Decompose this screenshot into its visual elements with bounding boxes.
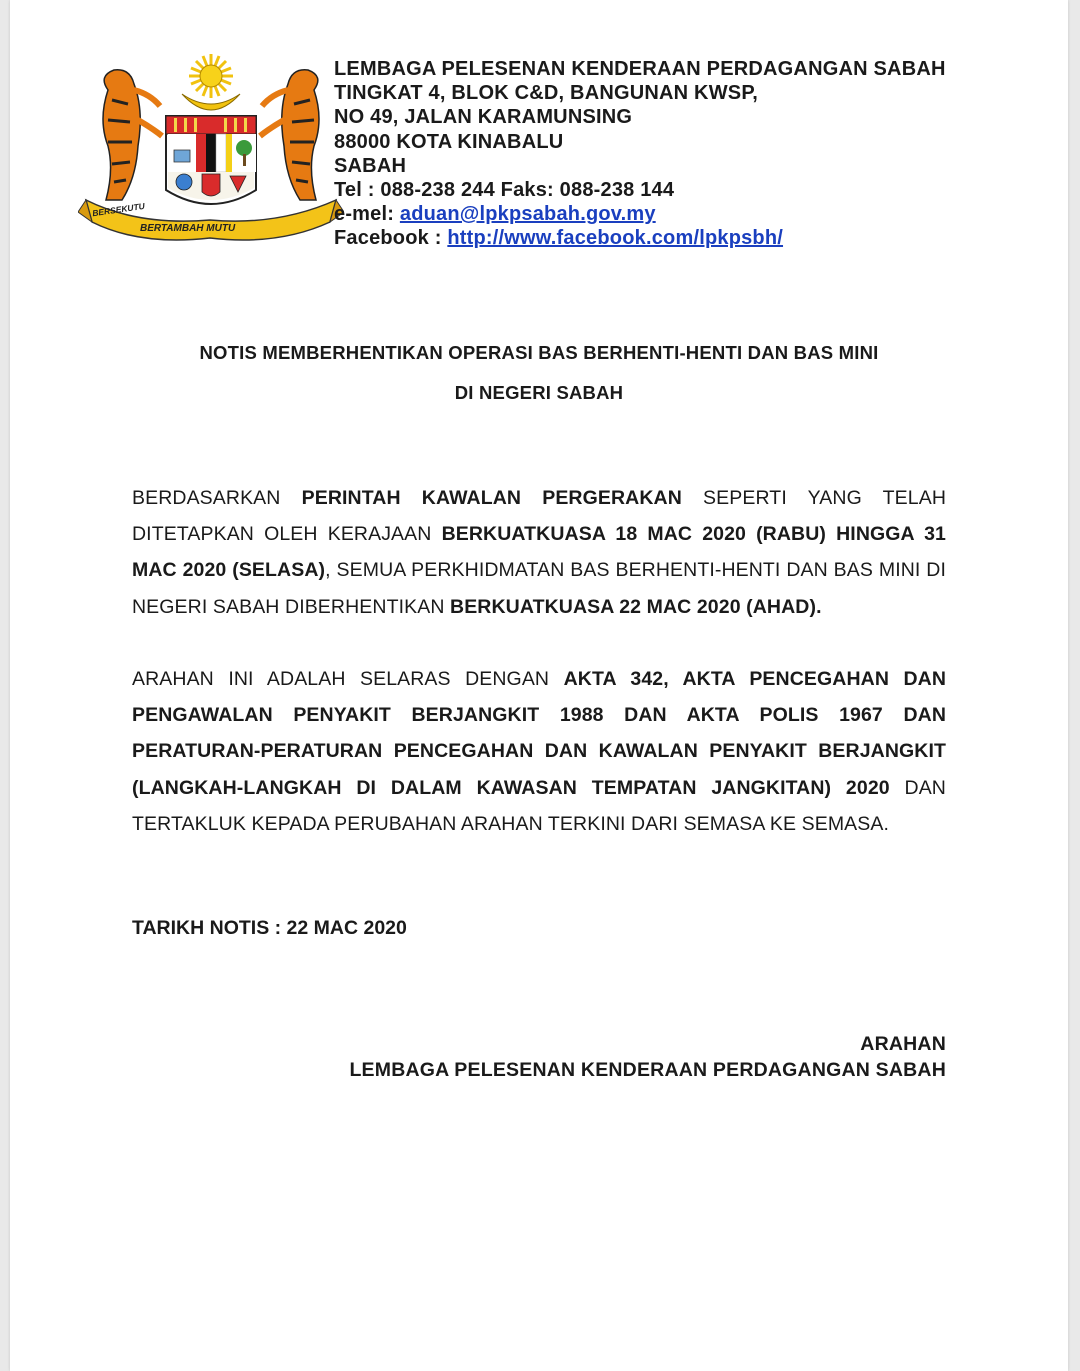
email-label: e-mel:: [334, 203, 400, 226]
address-line: NO 49, JALAN KARAMUNSING: [334, 106, 633, 129]
paragraph-1: [132, 480, 946, 625]
signature-line-2: LEMBAGA PELESENAN KENDERAAN PERDAGANGAN SABAH: [349, 1059, 946, 1081]
phone-fax: Tel : 088-238 244 Faks: 088-238 144: [334, 179, 675, 202]
paragraph-2: [132, 661, 946, 842]
svg-text:BERSEKUTU: BERSEKUTU: [91, 200, 146, 219]
signature-line-1: ARAHAN: [860, 1033, 946, 1055]
bold-run: BERKUATKUASA 18 MAC 2020 (RABU) HINGGA 31 MAC 2020 (SELASA): [132, 523, 946, 582]
facebook-row: [334, 226, 946, 250]
address-line: 88000 KOTA KINABALU: [334, 130, 564, 153]
notice-date: TARIKH NOTIS : 22 MAC 2020: [132, 917, 407, 939]
notice-title-line2: DI NEGERI SABAH: [454, 382, 624, 403]
text-run: ARAHAN INI ADALAH SELARAS DENGAN: [132, 668, 564, 690]
email-row: [334, 202, 946, 226]
address-line: SABAH: [334, 154, 407, 177]
bold-run: PERINTAH KAWALAN PERGERAKAN: [301, 487, 682, 509]
text-run: SEPERTI YANG TELAH DITETAPKAN OLEH KERAJAAN: [132, 487, 946, 546]
notice-title: NOTIS MEMBERHENTIKAN OPERASI BAS BERHENTI-HENTI DAN BAS MINI: [199, 342, 879, 363]
facebook-label: Facebook :: [334, 227, 448, 250]
agency-letterhead: [334, 57, 946, 251]
coat-of-arms-logo: [78, 50, 344, 250]
address-line: TINGKAT 4, BLOK C&D, BANGUNAN KWSP,: [334, 82, 759, 105]
facebook-link[interactable]: http://www.facebook.com/lpkpsbh/: [447, 227, 784, 250]
email-link[interactable]: aduan@lpkpsabah.gov.my: [399, 203, 656, 226]
text-run: DAN TERTAKLUK KEPADA PERUBAHAN ARAHAN TERKINI DARI SEMASA KE SEMASA.: [132, 776, 946, 835]
document-page: [10, 0, 1068, 1371]
text-run: , SEMUA PERKHIDMATAN BAS BERHENTI-HENTI DAN BAS MINI DI NEGERI SABAH DIBERHENTIKAN: [132, 559, 947, 618]
agency-name: LEMBAGA PELESENAN KENDERAAN PERDAGANGAN SABAH: [334, 58, 946, 80]
bold-run: BERKUATKUASA 22 MAC 2020 (AHAD).: [450, 595, 822, 618]
svg-text:BERTAMBAH MUTU: BERTAMBAH MUTU: [140, 223, 236, 234]
text-run: BERDASARKAN: [132, 487, 302, 509]
bold-run: AKTA 342, AKTA PENCEGAHAN DAN PENGAWALAN PENYAKIT BERJANGKIT 1988 DAN AKTA POLIS 1967 DAN PERATURAN-PERATURAN PENCEGAHAN DAN KAWALAN PENYAKIT BERJANGKIT (LANGKAH-LANGKAH DI DALAM KAWASAN TEMPATAN JANGKITAN) 2020: [132, 668, 947, 799]
